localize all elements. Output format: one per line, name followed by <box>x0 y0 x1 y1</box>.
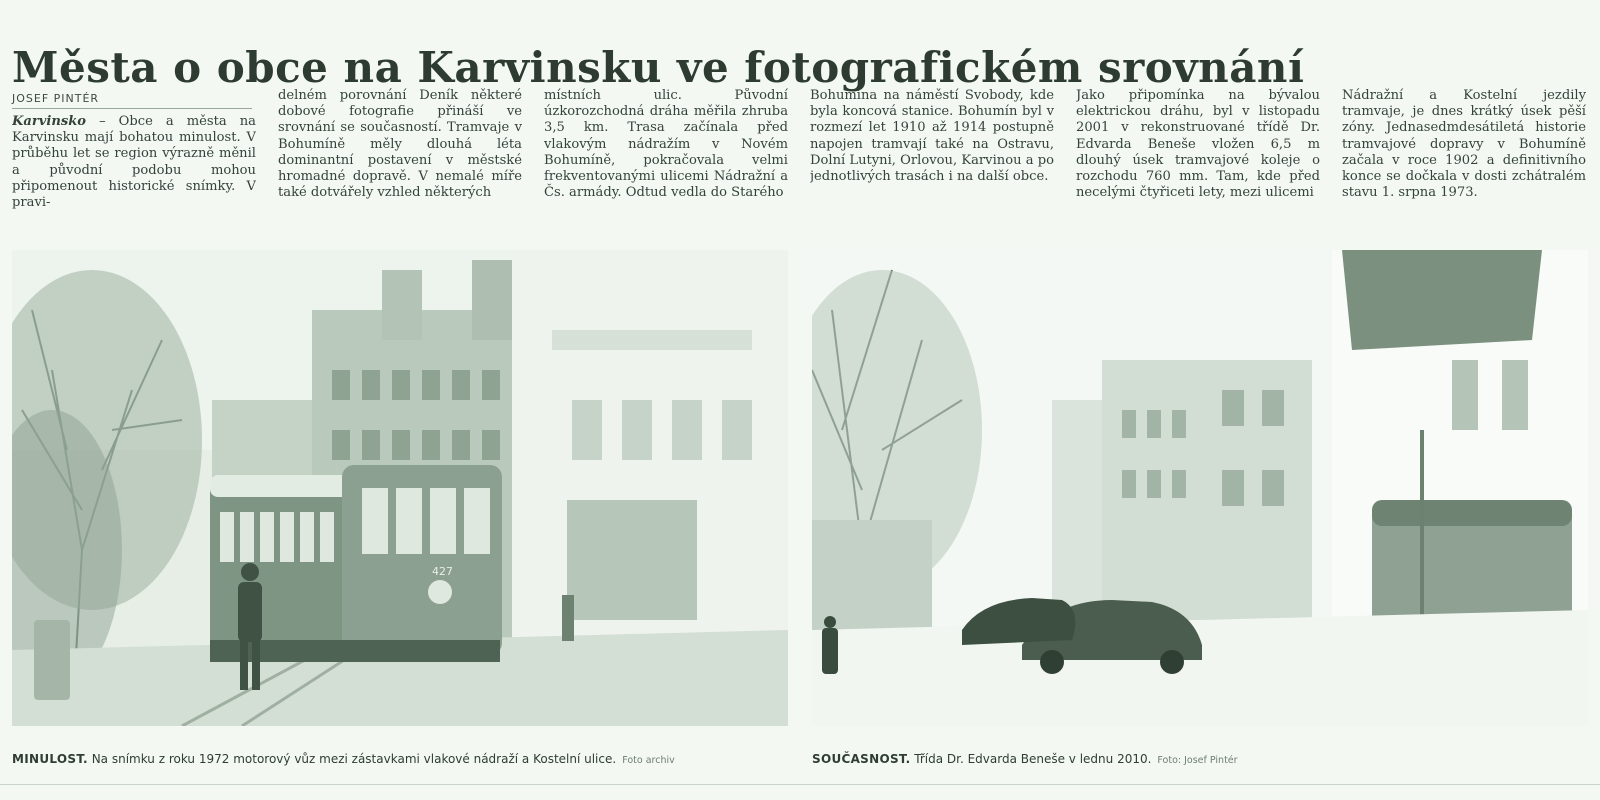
photo-present-image <box>812 250 1588 726</box>
caption-present <box>812 752 1238 766</box>
byline: JOSEF PINTÉR <box>12 92 252 109</box>
article-text-1: – Obce a města na Karvinsku mají bohatou minulost. V průběhu let se region výrazně měnil a původní podobu mohou připomenout historické snímky. V pravi- <box>12 114 256 211</box>
article-lead: Karvinsko <box>12 114 87 129</box>
article-column-4: Bohumína na náměstí Svobody, kde byla koncová stanice. Bohumín byl v rozmezí let 1910 až 1914 postupně napojen tramvají také na Ostravu, Dolní Lutyni, Orlovou, Karvinou a po jednotlivých trasách i na další obce. <box>810 88 1054 185</box>
caption-present-label: SOUČASNOST. <box>812 752 911 766</box>
photo-past <box>12 250 788 726</box>
caption-past-label: MINULOST. <box>12 752 88 766</box>
bottom-rule <box>0 784 1600 785</box>
article-column-3: místních ulic. Původní úzkorozchodná dráha měřila zhruba 3,5 km. Trasa začínala před vlakovým nádražím v Novém Bohumíně, pokračovala velmi frekventovanými ulicemi Nádražní a Čs. armády. Odtud vedla do Starého <box>544 88 788 201</box>
headline: Města o obce na Karvinsku ve fotografickém srovnání <box>12 43 1305 93</box>
caption-present-text: Třída Dr. Edvarda Beneše v lednu 2010. <box>910 752 1152 766</box>
caption-present-credit: Foto: Josef Pintér <box>1157 755 1238 766</box>
tram-number: 427 <box>432 565 453 578</box>
article-column-1 <box>12 114 256 238</box>
article-column-6: Nádražní a Kostelní jezdily tramvaje, je dnes krátký úsek pěší zóny. Jednasedmdesátiletá historie tramvajové dopravy v Bohumíně začala v roce 1902 a definitivního konce se dočkala v dosti zchátralém stavu 1. srpna 1973. <box>1342 88 1586 201</box>
caption-past-credit: Foto archiv <box>622 755 675 766</box>
article-column-5: Jako připomínka na bývalou elektrickou dráhu, byl v listopadu 2001 v rekonstruované třídě Dr. Edvarda Beneše vložen 6,5 m dlouhý úsek tramvajové koleje o rozchodu 760 mm. Tam, kde před necelými čtyřiceti lety, mezi ulicemi <box>1076 88 1320 201</box>
photo-present <box>812 250 1588 726</box>
caption-past <box>12 752 675 766</box>
caption-past-text: Na snímku z roku 1972 motorový vůz mezi zástavkami vlakové nádraží a Kostelní ulice. <box>87 752 617 766</box>
article-column-2: delném porovnání Deník některé dobové fotografie přináší ve srovnání se současností. Tramvaje v Bohumíně měly dlouhá léta dominantní postavení v městské hromadné dopravě. V nemalé míře také dotvářely vzhled některých <box>278 88 522 201</box>
photo-past-image <box>12 250 788 726</box>
